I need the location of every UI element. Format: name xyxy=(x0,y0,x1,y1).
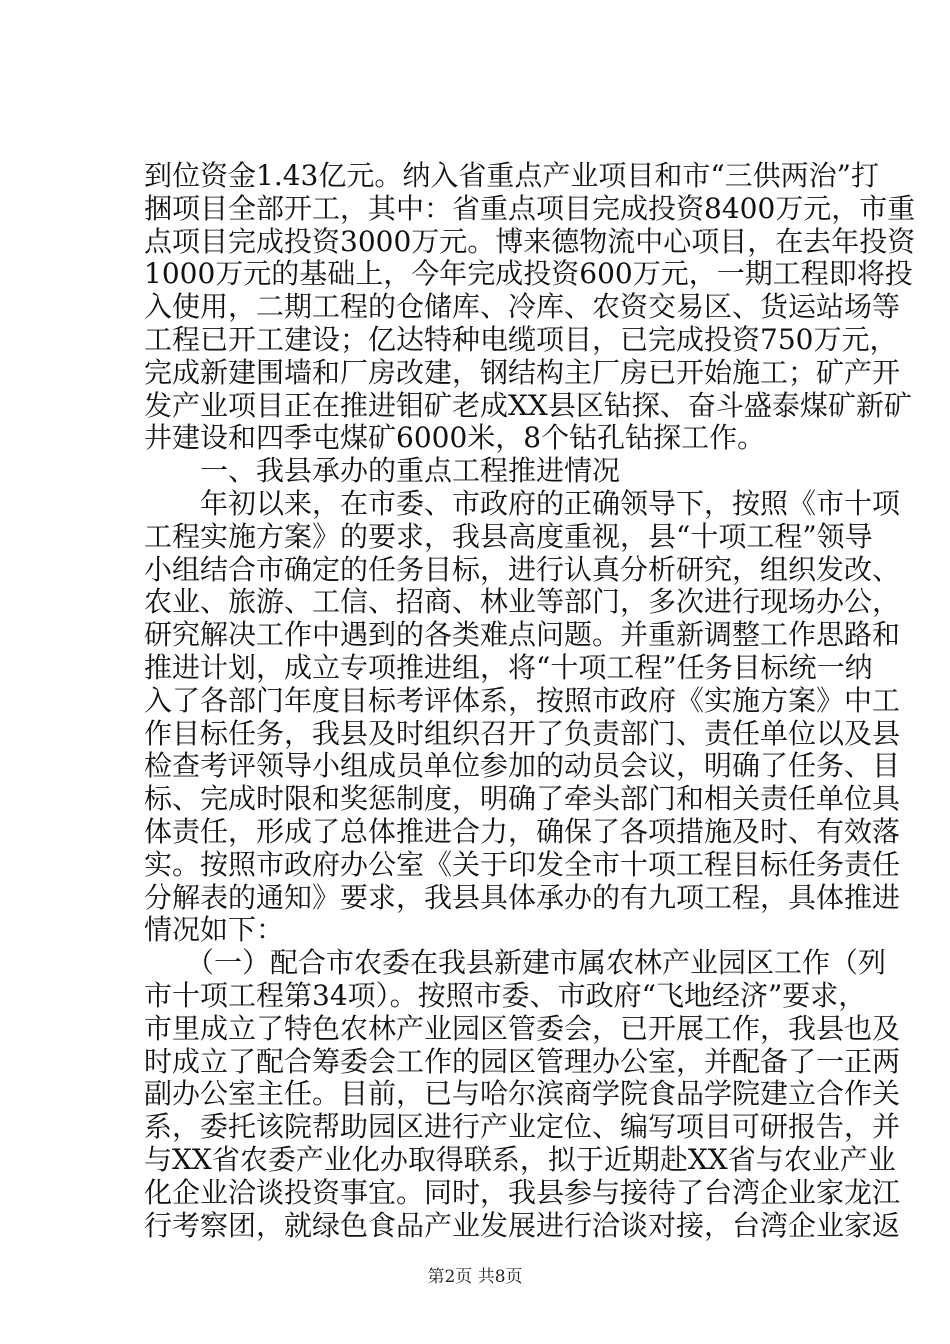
text-line: 行考察团，就绿色食品产业发展进行洽谈对接，台湾企业家返 xyxy=(144,1208,901,1242)
text-line: 入了各部门年度目标考评体系，按照市政府《实施方案》中工 xyxy=(144,683,901,717)
text-line: 分解表的通知》要求，我县具体承办的有九项工程，具体推进 xyxy=(144,880,901,914)
text-line: 时成立了配合筹委会工作的园区管理办公室，并配备了一正两 xyxy=(144,1044,901,1078)
text-line: 市十项工程第34项）。按照市委、市政府“飞地经济”要求， xyxy=(144,978,867,1012)
text-line: 一、我县承办的重点工程推进情况 xyxy=(144,454,621,488)
text-line: 农业、旅游、工信、招商、林业等部门，多次进行现场办公， xyxy=(144,585,901,619)
text-line: 检查考评领导小组成员单位参加的动员会议，明确了任务、目 xyxy=(144,749,901,783)
page-footer: 第2页 共8页 xyxy=(427,1267,523,1287)
text-line: 完成新建围墙和厂房改建，钢结构主厂房已开始施工；矿产开 xyxy=(144,355,901,389)
text-line: 推进计划，成立专项推进组，将“十项工程”任务目标统一纳 xyxy=(144,650,873,684)
text-line: 实。按照市政府办公室《关于印发全市十项工程目标任务责任 xyxy=(144,847,901,881)
text-line: 体责任，形成了总体推进合力，确保了各项措施及时、有效落 xyxy=(144,814,901,848)
text-line: 小组结合市确定的任务目标，进行认真分析研究，组织发改、 xyxy=(144,552,901,586)
text-line: 系，委托该院帮助园区进行产业定位、编写项目可研报告，并 xyxy=(144,1110,901,1144)
text-line: 井建设和四季屯煤矿6000米，8个钻孔钻探工作。 xyxy=(144,421,766,455)
text-line: 作目标任务，我县及时组织召开了负责部门、责任单位以及县 xyxy=(144,716,901,750)
text-line: 标、完成时限和奖惩制度，明确了牵头部门和相关责任单位具 xyxy=(144,782,901,816)
text-line: 点项目完成投资3000万元。博来德物流中心项目，在去年投资 xyxy=(144,224,916,258)
text-line: 工程已开工建设；亿达特种电缆项目，已完成投资750万元， xyxy=(144,322,898,356)
text-line: 到位资金1.43亿元。纳入省重点产业项目和市“三供两治”打 xyxy=(144,159,879,192)
text-line: 市里成立了特色农林产业园区管委会，已开展工作，我县也及 xyxy=(144,1011,901,1045)
text-line: 化企业洽谈投资事宜。同时，我县参与接待了台湾企业家龙江 xyxy=(144,1175,901,1209)
text-line: 情况如下： xyxy=(144,913,285,947)
text-line: 副办公室主任。目前，已与哈尔滨商学院食品学院建立合作关 xyxy=(144,1077,901,1111)
text-line: 入使用，二期工程的仓储库、冷库、农资交易区、货运站场等 xyxy=(144,290,901,324)
text-line: 与XX省农委产业化办取得联系，拟于近期赴XX省与农业产业 xyxy=(144,1142,896,1176)
text-line: （一）配合市农委在我县新建市属农林产业园区工作（列 xyxy=(144,946,887,980)
text-line: 研究解决工作中遇到的各类难点问题。并重新调整工作思路和 xyxy=(144,618,901,652)
document-body xyxy=(144,159,916,1242)
text-line: 工程实施方案》的要求，我县高度重视，县“十项工程”领导 xyxy=(144,519,873,553)
text-line: 发产业项目正在推进钼矿老成XX县区钻探、奋斗盛泰煤矿新矿 xyxy=(144,388,912,422)
text-line: 1000万元的基础上，今年完成投资600万元，一期工程即将投 xyxy=(144,257,913,291)
text-line: 捆项目全部开工，其中：省重点项目完成投资8400万元，市重 xyxy=(144,191,916,225)
text-line: 年初以来，在市委、市政府的正确领导下，按照《市十项 xyxy=(144,486,901,520)
